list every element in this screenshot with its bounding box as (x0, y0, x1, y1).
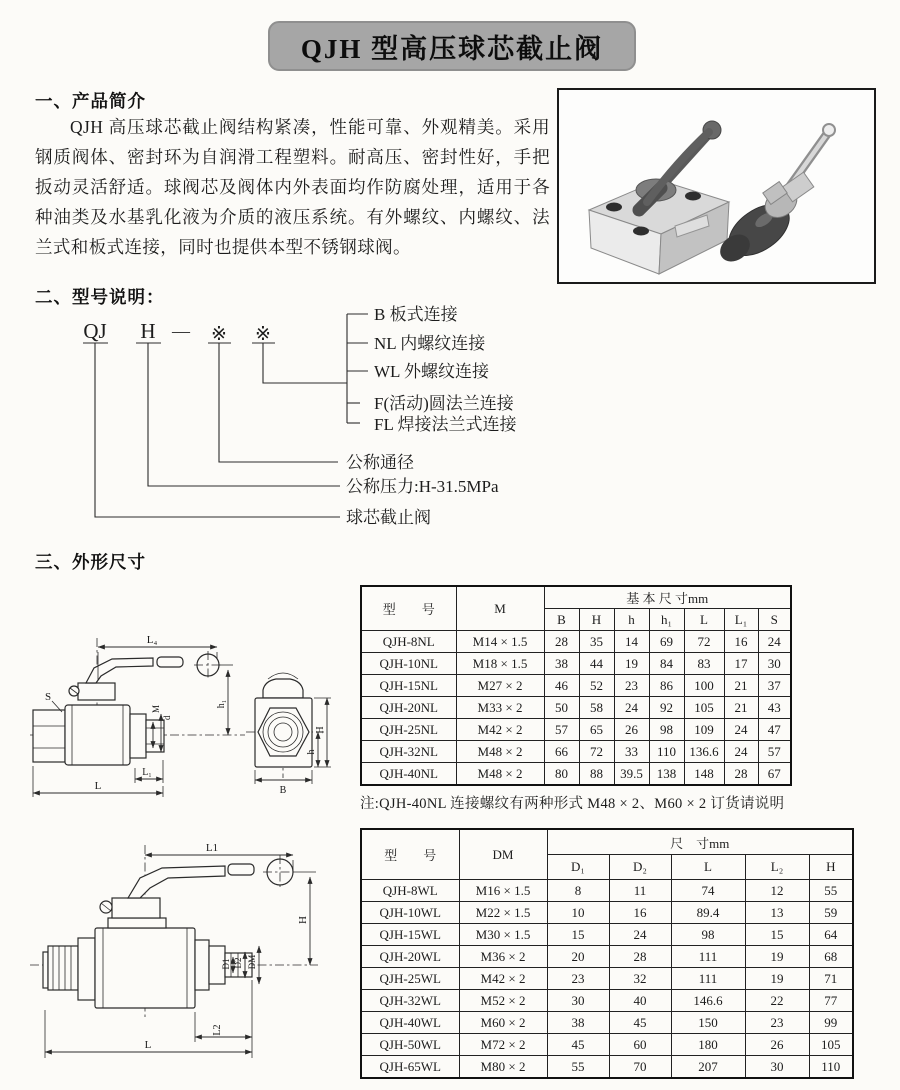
table2-col-dm: DM (459, 829, 547, 880)
table-cell: 23 (614, 675, 649, 697)
table-cell: QJH-40NL (361, 763, 456, 786)
table2-col-d2: D₂ (609, 855, 671, 880)
table-cell: 59 (809, 902, 853, 924)
code-part-qj: QJ (83, 319, 107, 343)
wl-side-view (30, 845, 318, 1020)
page-title: QJH 型高压球芯截止阀 (300, 33, 604, 64)
table-cell: 45 (547, 1034, 609, 1056)
table-cell: 37 (758, 675, 791, 697)
dim-label-d: d (162, 715, 172, 720)
table-cell: 38 (544, 653, 579, 675)
table-cell: M14 × 1.5 (456, 631, 544, 653)
table-cell: QJH-10WL (361, 902, 459, 924)
table-cell: 69 (649, 631, 684, 653)
table-cell: 21 (724, 675, 758, 697)
label-valve-name: 球芯截止阀 (346, 508, 431, 527)
nl-end-view (246, 673, 331, 796)
table-cell: M72 × 2 (459, 1034, 547, 1056)
table-cell: 15 (745, 924, 809, 946)
table-cell: 19 (614, 653, 649, 675)
nl-side-view (30, 638, 245, 765)
table-cell: M42 × 2 (456, 719, 544, 741)
table1-body (361, 631, 791, 786)
table-cell: QJH-10NL (361, 653, 456, 675)
table-cell: 26 (614, 719, 649, 741)
table-cell: 35 (579, 631, 614, 653)
table-cell: M18 × 1.5 (456, 653, 544, 675)
table-cell: 74 (671, 880, 745, 902)
table-cell: 71 (809, 968, 853, 990)
table-cell: 33 (614, 741, 649, 763)
table-cell: 89.4 (671, 902, 745, 924)
dim-label-d2: D2 (233, 957, 243, 969)
table-cell: 28 (609, 946, 671, 968)
table-cell: 40 (609, 990, 671, 1012)
table-cell: 11 (609, 880, 671, 902)
table-cell: 13 (745, 902, 809, 924)
dimensions-table-nl (360, 585, 792, 786)
table-cell: QJH-32NL (361, 741, 456, 763)
dimension-drawing-nl (25, 600, 355, 800)
table-row (361, 946, 853, 968)
table-cell: 105 (684, 697, 724, 719)
table-cell: 32 (609, 968, 671, 990)
table-cell: QJH-20NL (361, 697, 456, 719)
table-row (361, 924, 853, 946)
table-cell: M80 × 2 (459, 1056, 547, 1079)
table-cell: 55 (547, 1056, 609, 1079)
section1-heading: 一、产品简介 (35, 91, 146, 111)
table1-col-L: L (684, 609, 724, 631)
table-cell: 16 (724, 631, 758, 653)
title-banner (268, 21, 636, 71)
table-row (361, 675, 791, 697)
dim-label-l2: L2 (212, 1024, 223, 1036)
model-code-diagram (60, 300, 540, 540)
label-nominal-pressure: 公称压力:H-31.5MPa (346, 477, 499, 496)
table2-col-l2: L₂ (745, 855, 809, 880)
dim-label-m: M (151, 704, 161, 713)
table-cell: 17 (724, 653, 758, 675)
table1-col-S: S (758, 609, 791, 631)
table-cell: 43 (758, 697, 791, 719)
table-cell: 109 (684, 719, 724, 741)
table-cell: 15 (547, 924, 609, 946)
table-cell: 111 (671, 946, 745, 968)
table-cell: QJH-32WL (361, 990, 459, 1012)
table-cell: 64 (809, 924, 853, 946)
table-cell: 150 (671, 1012, 745, 1034)
table-cell: QJH-65WL (361, 1056, 459, 1079)
table-row (361, 1034, 853, 1056)
table-cell: M48 × 2 (456, 741, 544, 763)
table-cell: M48 × 2 (456, 763, 544, 786)
table-cell: 180 (671, 1034, 745, 1056)
dimensions-table-wl (360, 828, 854, 1079)
table-cell: 68 (809, 946, 853, 968)
table-cell: 24 (614, 697, 649, 719)
table-cell: M16 × 1.5 (459, 880, 547, 902)
table-cell: 47 (758, 719, 791, 741)
table1-col-model: 型 号 (361, 586, 456, 631)
table-row (361, 1056, 853, 1079)
table2-col-d1: D₁ (547, 855, 609, 880)
table2-col-h: H (809, 855, 853, 880)
code-dash: — (172, 321, 190, 341)
table-cell: 57 (544, 719, 579, 741)
table-cell: 92 (649, 697, 684, 719)
table-cell: QJH-15NL (361, 675, 456, 697)
table-cell: M42 × 2 (459, 968, 547, 990)
table-cell: QJH-8NL (361, 631, 456, 653)
dim-label-h: H (297, 916, 309, 924)
table1-group-header: 基 本 尺 寸mm (544, 586, 791, 609)
table-cell: 23 (745, 1012, 809, 1034)
table-row (361, 631, 791, 653)
table1-col-H: H (579, 609, 614, 631)
table-cell: 24 (724, 719, 758, 741)
table-cell: 98 (649, 719, 684, 741)
dim-label-dm: DM (247, 954, 257, 970)
table-cell: QJH-8WL (361, 880, 459, 902)
table-row (361, 719, 791, 741)
dim-label-l: L (144, 1039, 152, 1051)
table-cell: 28 (544, 631, 579, 653)
table-cell: 99 (809, 1012, 853, 1034)
table-row (361, 880, 853, 902)
table-cell: 14 (614, 631, 649, 653)
table-cell: 98 (671, 924, 745, 946)
table2-col-model: 型 号 (361, 829, 459, 880)
table-cell: 77 (809, 990, 853, 1012)
dim-label-l: L (94, 780, 102, 792)
table-cell: 24 (609, 924, 671, 946)
table-cell: 65 (579, 719, 614, 741)
table-cell: 30 (745, 1056, 809, 1079)
table-cell: M52 × 2 (459, 990, 547, 1012)
table-row (361, 1012, 853, 1034)
table-cell: 66 (544, 741, 579, 763)
table2-group-header: 尺 寸mm (547, 829, 853, 855)
table-cell: 30 (547, 990, 609, 1012)
table-cell: 10 (547, 902, 609, 924)
label-nominal-diameter: 公称通径 (346, 453, 414, 472)
dim-label-l1: L1 (205, 842, 219, 854)
product-photo-frame (557, 88, 876, 284)
table-row (361, 697, 791, 719)
table-cell: 44 (579, 653, 614, 675)
table1-header (361, 586, 791, 631)
table-cell: 58 (579, 697, 614, 719)
table-cell: 19 (745, 946, 809, 968)
table-cell: 22 (745, 990, 809, 1012)
table-cell: QJH-50WL (361, 1034, 459, 1056)
table-row (361, 653, 791, 675)
table-cell: 20 (547, 946, 609, 968)
dim-label-s: S (45, 691, 52, 703)
table-cell: 57 (758, 741, 791, 763)
table-cell: 23 (547, 968, 609, 990)
code-star-2: ※ (255, 324, 271, 345)
branch-label-f: F(活动)圆法兰连接 (374, 394, 514, 413)
table-cell: 28 (724, 763, 758, 786)
table-cell: 138 (649, 763, 684, 786)
table1-note: 注:QJH-40NL 连接螺纹有两种形式 M48 × 2、M60 × 2 订货请说明 (360, 796, 785, 812)
table-cell: M60 × 2 (459, 1012, 547, 1034)
table-cell: 110 (809, 1056, 853, 1079)
table-cell: 46 (544, 675, 579, 697)
table-cell: M27 × 2 (456, 675, 544, 697)
dim-label-small-h: h (306, 749, 317, 755)
table-cell: 39.5 (614, 763, 649, 786)
table-cell: 55 (809, 880, 853, 902)
branch-label-wl: WL 外螺纹连接 (374, 362, 490, 381)
table2-header (361, 829, 853, 880)
table-cell: 84 (649, 653, 684, 675)
table-cell: 24 (758, 631, 791, 653)
table-cell: 19 (745, 968, 809, 990)
table-cell: QJH-20WL (361, 946, 459, 968)
diagram-leader-lines (95, 314, 368, 517)
section2-heading: 二、型号说明： (35, 287, 165, 307)
dim-label-h1: h₁ (216, 699, 227, 709)
code-star-1: ※ (211, 324, 227, 345)
table-cell: 24 (724, 741, 758, 763)
table-cell: 136.6 (684, 741, 724, 763)
table-cell: 110 (649, 741, 684, 763)
table-cell: 26 (745, 1034, 809, 1056)
table-row (361, 902, 853, 924)
table-row (361, 990, 853, 1012)
photo-threaded-valve (715, 124, 835, 267)
product-photo (559, 90, 870, 278)
table2-col-l: L (671, 855, 745, 880)
table-cell: 8 (547, 880, 609, 902)
branch-label-b: B 板式连接 (374, 305, 458, 324)
table-cell: 86 (649, 675, 684, 697)
dim-label-b: B (279, 785, 287, 796)
table-cell: 88 (579, 763, 614, 786)
table-cell: M30 × 1.5 (459, 924, 547, 946)
dim-label-d1: D1 (221, 958, 231, 970)
table-cell: QJH-40WL (361, 1012, 459, 1034)
table1-col-B: B (544, 609, 579, 631)
code-part-h: H (140, 319, 156, 343)
table-cell: 70 (609, 1056, 671, 1079)
table-cell: 111 (671, 968, 745, 990)
table1-col-h1: h₁ (649, 609, 684, 631)
table-cell: 146.6 (671, 990, 745, 1012)
table-cell: M36 × 2 (459, 946, 547, 968)
table-cell: 38 (547, 1012, 609, 1034)
table-cell: 100 (684, 675, 724, 697)
table-cell: 72 (579, 741, 614, 763)
table-cell: 16 (609, 902, 671, 924)
table-cell: 21 (724, 697, 758, 719)
table-row (361, 763, 791, 786)
table-row (361, 741, 791, 763)
table-cell: 207 (671, 1056, 745, 1079)
table-cell: 52 (579, 675, 614, 697)
table-cell: 50 (544, 697, 579, 719)
table-row (361, 968, 853, 990)
table1-col-m: M (456, 586, 544, 631)
dim-label-l4: L₄ (146, 634, 158, 646)
table1-col-h: h (614, 609, 649, 631)
table-cell: 45 (609, 1012, 671, 1034)
table-cell: QJH-25WL (361, 968, 459, 990)
table-cell: 72 (684, 631, 724, 653)
table-cell: 105 (809, 1034, 853, 1056)
intro-paragraph: QJH 高压球芯截止阀结构紧凑，性能可靠、外观精美。采用钢质阀体、密封环为自润滑工程塑料。耐高压、密封性好，手把扳动灵活舒适。球阀芯及阀体内外表面均作防腐处理，适用于各种油类及水基乳化液为介质的液压系统。有外螺纹、内螺纹、法兰式和板式连接，同时也提供本型不锈钢球阀。 (35, 117, 550, 257)
branch-label-fl: FL 焊接法兰式连接 (374, 415, 517, 434)
photo-block-valve (589, 121, 729, 274)
table-cell: 67 (758, 763, 791, 786)
section3-heading: 三、外形尺寸 (35, 552, 146, 572)
table-cell: 60 (609, 1034, 671, 1056)
dim-label-l1: L₁ (142, 767, 152, 778)
table-cell: 30 (758, 653, 791, 675)
table-cell: QJH-25NL (361, 719, 456, 741)
table-cell: M22 × 1.5 (459, 902, 547, 924)
table1-col-L1: L₁ (724, 609, 758, 631)
branch-label-nl: NL 内螺纹连接 (374, 334, 486, 353)
dim-label-big-h: H (315, 726, 326, 734)
table-cell: 80 (544, 763, 579, 786)
table2-body (361, 880, 853, 1079)
dimension-drawing-wl (25, 825, 355, 1080)
table-cell: M33 × 2 (456, 697, 544, 719)
table-cell: 12 (745, 880, 809, 902)
table-cell: 148 (684, 763, 724, 786)
table-cell: 83 (684, 653, 724, 675)
table-cell: QJH-15WL (361, 924, 459, 946)
